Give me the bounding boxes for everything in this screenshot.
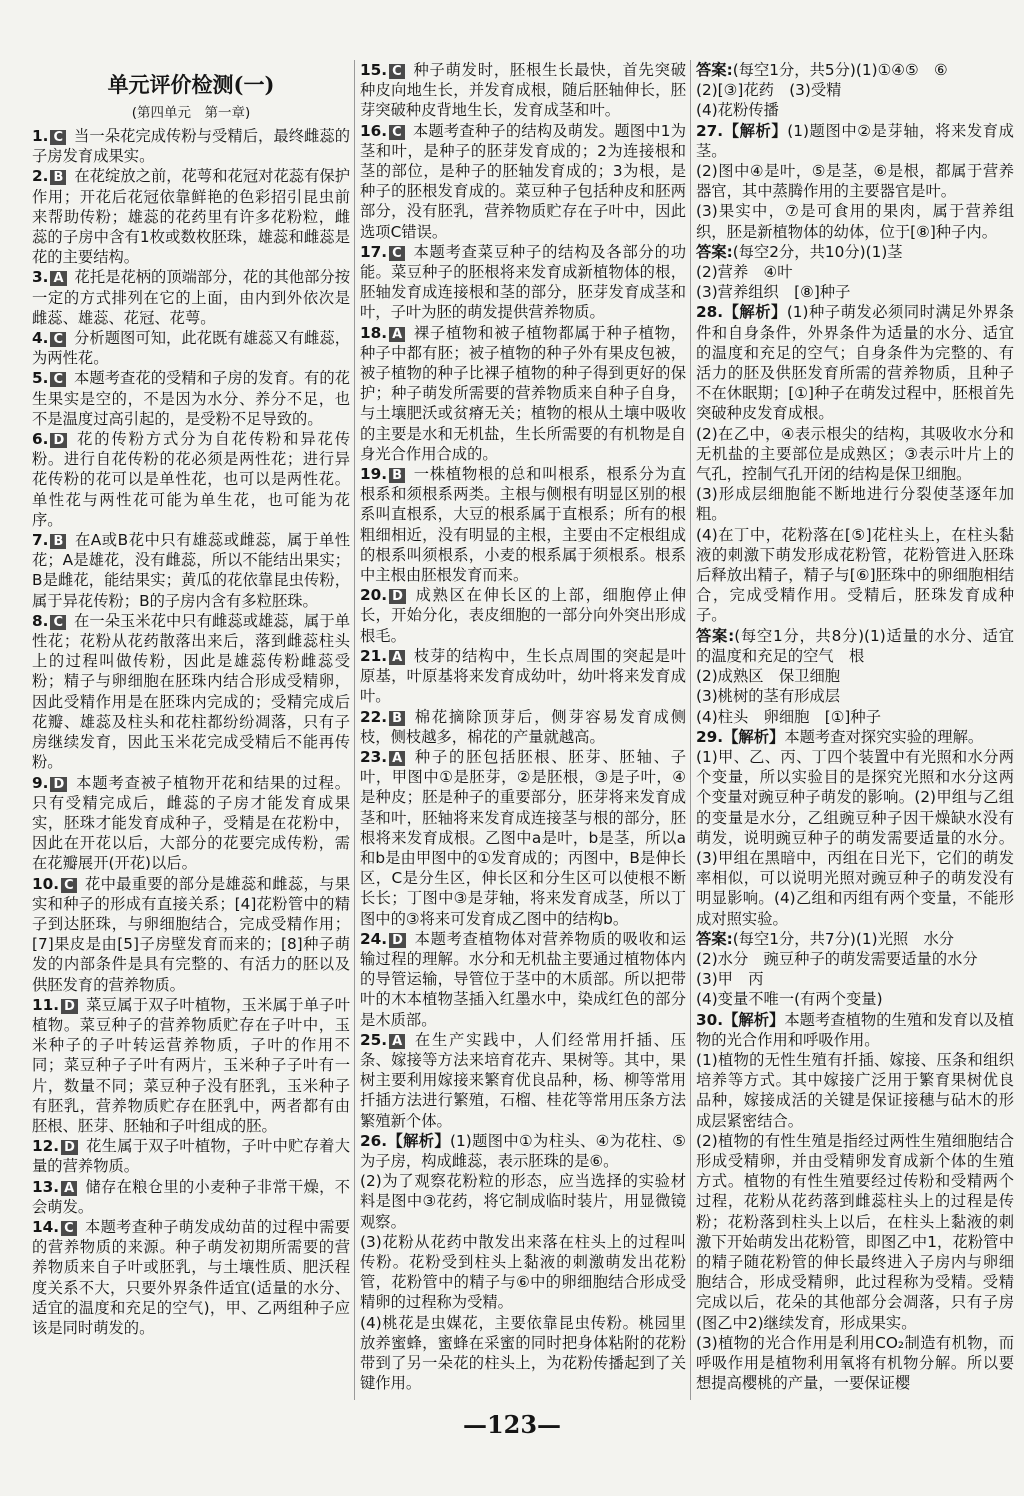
answer-choice-badge: D (50, 433, 67, 448)
question-number: 22. (360, 707, 388, 726)
explanation-text: 在花绽放之前，花萼和花冠对花蕊有保护作用；开花后花冠依靠鲜艳的色彩招引昆虫前来帮助传粉；雄蕊的花药里有许多花粉粒，雌蕊的子房中含有1枚或数枚胚珠，雄蕊和雌蕊是花的主要结构。 (32, 167, 350, 267)
analysis-line: 本题考查对探究实验的理解。 (784, 727, 984, 746)
question-number: 24. (360, 929, 388, 948)
answer-item (360, 585, 686, 646)
analysis-line: (1)题图中①为柱头、④为花柱、⑤为子房，构成雌蕊，表示胚珠的是⑥。 (360, 1131, 686, 1170)
answer-item (32, 1177, 350, 1217)
answer-line: (2)水分 豌豆种子的萌发需要适量的水分 (696, 949, 978, 968)
answer-choice-badge: D (50, 777, 67, 792)
answer-choice-badge: B (389, 711, 405, 726)
answer-choice-badge: C (389, 125, 405, 140)
question-26 (360, 1131, 686, 1394)
answer-item (360, 707, 686, 747)
answer-line: (4)花粉传播 (696, 101, 779, 120)
analysis-line: (4)桃花是虫媒花，主要依靠昆虫传粉。桃园里放养蜜蜂，蜜蜂在采蜜的同时把身体粘附的花粉带到了另一朵花的柱头上，为花粉传播起到了关键作用。 (360, 1313, 686, 1393)
answer-choice-badge: C (50, 130, 66, 145)
answer-label: 答案: (696, 626, 735, 645)
answer-choice-badge: A (389, 1034, 405, 1049)
answer-item (32, 267, 350, 328)
explanation-text: 裸子植物和被子植物都属于种子植物，种子中都有胚；被子植物的种子外有果皮包被，被子植物的种子比裸子植物的种子得到更好的保护；种子萌发所需要的营养物质来自种子自身，与土壤肥沃或贫瘠无关；植物的根从土壤中吸收的主要是水和无机盐，生长所需要的有机物是自身光合作用合成的。 (360, 323, 686, 463)
analysis-line: (2)为了观察花粉粒的形态，应当选择的实验材料是图中③花药，将它制成临时装片，用显微镜观察。 (360, 1172, 686, 1231)
answer-choice-badge: B (389, 468, 405, 483)
question-number: 4. (32, 329, 49, 348)
answer-item (360, 121, 686, 242)
question-number: 23. (360, 747, 388, 766)
answer-item (360, 646, 686, 707)
answer-item (360, 929, 686, 1030)
analysis-line: (3)花粉从花药中散发出来落在柱头上的过程叫传粉。花粉受到柱头上黏液的刺激萌发出花粉管，花粉管中的精子与⑥中的卵细胞结合形成受精卵的过程称为受精。 (360, 1232, 686, 1312)
answer-line: (每空1分，共5分)(1)①④⑤ ⑥ (732, 61, 948, 79)
answer-choice-badge: C (389, 246, 405, 261)
question-number: 11. (32, 995, 60, 1014)
explanation-text: 本题考查种子萌发成幼苗的过程中需要的营养物质的来源。种子萌发初期所需要的营养物质来自子叶或胚乳，与土壤性质、肥沃程度关系不大，只要外界条件适宜(适量的水分、适宜的温度和充足的空气)，甲、乙两组种子应该是同时萌发的。 (32, 1217, 350, 1337)
explanation-text: 本题考查被子植物开花和结果的过程。只有受精完成后，雌蕊的子房才能发育成果实，胚珠才能发育成种子，受精是在花粉中，因此在开花以后，大部分的花要完成传粉，需在花瓣展开(开花)以后。 (32, 773, 350, 873)
question-number: 13. (32, 1177, 60, 1196)
answer-item (360, 464, 686, 585)
question-number: 17. (360, 242, 388, 261)
analysis-tag: 【解析】 (723, 303, 787, 322)
explanation-text: 种子萌发时，胚根生长最快，首先突破种皮向地生长，并发育成根，随后胚轴伸长，胚芽突破种皮背地生长，发育成茎和叶。 (360, 61, 686, 120)
question-number: 28. (696, 303, 724, 322)
analysis-tag: 【解析】 (723, 1010, 785, 1029)
analysis-line: (1)植物的无性生殖有扦插、嫁接、压条和组织培养等方式。其中嫁接广泛用于繁育果树优良品种，嫁接成活的关键是保证接穗与砧木的形成层紧密结合。 (696, 1050, 1014, 1130)
answer-item (32, 874, 350, 995)
explanation-text: 本题考查花的受精和子房的发育。有的花生果实是空的，不是因为水分、养分不足，也不是温度过高引起的，是受粉不足导致的。 (32, 369, 350, 428)
answer-line: (每空1分，共8分)(1)适量的水分、适宜的温度和充足的空气 根 (696, 626, 1014, 665)
analysis-tag: 【解析】 (723, 727, 785, 746)
analysis-line: 本题考查植物的生殖和发育以及植物的光合作用和呼吸作用。 (696, 1010, 1014, 1049)
answer-item (32, 1136, 350, 1176)
column-2 (360, 60, 686, 1393)
question-number: 30. (696, 1010, 724, 1029)
question-number: 6. (32, 430, 49, 449)
explanation-text: 在生产实践中，人们经常用扦插、压条、嫁接等方法来培育花卉、果树等。其中，果树主要利用嫁接来繁育优良品种，杨、柳等常用扦插方法进行繁殖，石榴、桂花等常用压条方法繁殖新个体。 (360, 1030, 686, 1130)
analysis-line: (1)题图中②是芽轴，将来发育成茎。 (696, 121, 1014, 160)
analysis-line: (2)在乙中，④表示根尖的结构，其吸收水分和无机盐的主要部位是成熟区；③表示叶片上的气孔，控制气孔开闭的结构是保卫细胞。 (696, 424, 1014, 484)
explanation-text: 本题考查植物体对营养物质的吸收和运输过程的理解。水分和无机盐主要通过植物体内的导管运输，导管位于茎中的木质部。所以把带叶的木本植物茎插入红墨水中，染成红色的部分是木质部。 (360, 929, 686, 1029)
answer-line: (每空1分，共7分)(1)光照 水分 (732, 929, 955, 948)
answer-choice-badge: C (61, 878, 77, 893)
answer-label: 答案: (696, 929, 733, 948)
question-number: 26. (360, 1131, 388, 1150)
analysis-tag: 【解析】 (387, 1131, 451, 1150)
answer-line: (2)营养 ④叶 (696, 263, 793, 282)
answer-item (360, 242, 686, 323)
answer-choice-badge: A (50, 271, 66, 286)
question-number: 9. (32, 773, 49, 792)
question-27 (696, 121, 1014, 303)
analysis-line: (1)种子萌发必须同时满足外界条件和自身条件，外界条件为适量的水分、适宜的温度和充足的空气；自身条件为完整的、有活力的胚及供胚发育所需的营养物质，且种子不在休眠期；[①]种子在萌发过程中，胚根首先突破种皮发育成根。 (696, 303, 1014, 423)
answer-item (360, 747, 686, 929)
answer-item (32, 328, 350, 368)
explanation-text: 一株植物根的总和叫根系，根系分为直根系和须根系两类。主根与侧根有明显区别的根系叫直根系，大豆的根系属于直根系；所有的根粗细相近，没有明显的主根，主要由不定根组成的根系叫须根系，小麦的根系属于须根系。根系中主根由胚根发育而来。 (360, 465, 686, 585)
analysis-tag: 【解析】 (723, 121, 788, 140)
explanation-text: 储存在粮仓里的小麦种子非常干燥，不会萌发。 (32, 1177, 350, 1216)
answer-choice-badge: C (61, 1221, 77, 1236)
explanation-text: 棉花摘除顶芽后，侧芽容易发育成侧枝，侧枝越多，棉花的产量就越高。 (360, 707, 686, 746)
question-28 (696, 302, 1014, 726)
answer-item (32, 126, 350, 166)
answer-line: (4)柱头 卵细胞 [①]种子 (696, 707, 881, 726)
answer-item (32, 530, 350, 611)
answer-item (360, 323, 686, 464)
answer-choice-badge: A (389, 650, 405, 665)
answer-line: (2)[③]花药 (3)受精 (696, 81, 842, 100)
analysis-line: (4)在丁中，花粉落在[⑤]花柱头上，在柱头黏液的刺激下萌发形成花粉管，花粉管进入胚珠后释放出精子，精子与[⑥]胚珠中的卵细胞相结合，完成受精作用。受精后，胚珠发育成种子。 (696, 525, 1014, 625)
explanation-text: 本题考查种子的结构及萌发。题图中1为茎和叶，是种子的胚芽发育成的；2为连接根和茎的部位，是种子的胚轴发育成的；3为根，是种子的胚根发育成的。菜豆种子包括种皮和胚两部分，没有胚乳，营养物质贮存在子叶中，因此选项C错误。 (360, 121, 686, 241)
answer-item (360, 60, 686, 121)
analysis-line: (3)形成层细胞能不断地进行分裂使茎逐年加粗。 (696, 485, 1014, 524)
explanation-text: 花生属于双子叶植物，子叶中贮存着大量的营养物质。 (32, 1137, 350, 1176)
question-number: 14. (32, 1217, 60, 1236)
analysis-line: (3)果实中，⑦是可食用的果肉，属于营养组织，胚是新植物体的幼体，位于[⑧]种子内。 (696, 202, 1014, 241)
answer-item (32, 995, 350, 1136)
question-number: 18. (360, 323, 388, 342)
analysis-line: (2)植物的有性生殖是指经过两性生殖细胞结合形成受精卵，并由受精卵发育成新个体的生殖方式。植物的有性生殖要经过传粉和受精两个过程，花粉从花药落到雌蕊柱头上的过程是传粉；花粉落到柱头上以后，在柱头上黏液的刺激下开始萌发出花粉管，即图乙中1，花粉管中的精子随花粉管的伸长最终进入子房内与卵细胞结合，形成受精卵，此过程称为受精。受精完成以后，花朵的其他部分会凋落，只有子房(图乙中2)继续发育，形成果实。 (696, 1131, 1014, 1332)
answer-item (32, 166, 350, 267)
explanation-text: 成熟区在伸长区的上部，细胞停止伸长，开始分化，表皮细胞的一部分向外突出形成根毛。 (360, 586, 686, 645)
explanation-text: 花中最重要的部分是雄蕊和雌蕊，与果实和种子的形成有直接关系；[4]花粉管中的精子到达胚珠，与卵细胞结合，完成受精作用；[7]果皮是由[5]子房壁发育而来的；[8]种子萌发的内部条件是具有完整的、有活力的胚以及供胚发育的营养物质。 (32, 874, 350, 994)
question-number: 8. (32, 611, 49, 630)
answer-list-2 (360, 60, 686, 1131)
answer-choice-badge: D (389, 589, 406, 604)
question-30 (696, 1010, 1014, 1394)
explanation-text: 枝芽的结构中，生长点周围的突起是叶原基，叶原基将来发育成幼叶，幼叶将来发育成叶。 (360, 646, 686, 706)
answer-item (360, 1030, 686, 1131)
answer-line: (3)营养组织 [⑧]种子 (696, 283, 851, 302)
question-number: 10. (32, 874, 60, 893)
question-number: 3. (32, 268, 49, 287)
question-number: 2. (32, 167, 49, 186)
answer-choice-badge: B (50, 534, 66, 549)
question-number: 19. (360, 465, 388, 484)
answer-item (32, 368, 350, 429)
answer-item (32, 1217, 350, 1338)
question-26-answer (696, 60, 1014, 121)
explanation-text: 本题考查菜豆种子的结构及各部分的功能。菜豆种子的胚根将来发育成新植物体的根，胚轴发育成连接根和茎的部分，胚芽发育成茎和叶，子叶为胚的萌发提供营养物质。 (360, 242, 686, 322)
explanation-text: 分析题图可知，此花既有雄蕊又有雌蕊，为两性花。 (32, 329, 350, 368)
question-number: 27. (696, 121, 724, 140)
explanation-text: 在A或B花中只有雄蕊或雌蕊，属于单性花；A是雄花，没有雌蕊，所以不能结出果实；B是雌花，能结果实；黄瓜的花依靠昆虫传粉，属于异花传粉；B的子房内含有多粒胚珠。 (32, 531, 350, 610)
answer-choice-badge: C (50, 332, 66, 347)
answer-line: (4)变量不唯一(有两个变量) (696, 990, 883, 1009)
answer-choice-badge: D (61, 1140, 78, 1155)
explanation-text: 当一朵花完成传粉与受精后，最终雌蕊的子房发育成果实。 (32, 127, 350, 166)
page-number: —123— (462, 1410, 562, 1439)
answer-choice-badge: C (50, 615, 66, 630)
column-1 (32, 60, 350, 1338)
answer-item (32, 773, 350, 874)
answer-choice-badge: D (389, 933, 406, 948)
analysis-line: (3)植物的光合作用是利用CO₂制造有机物，而呼吸作用是植物利用氧将有机物分解。所以要想提高樱桃的产量，一要保证樱 (696, 1333, 1014, 1393)
answer-choice-badge: C (389, 64, 405, 79)
answer-label: 答案: (696, 242, 733, 261)
question-number: 5. (32, 369, 49, 388)
question-number: 16. (360, 121, 388, 140)
question-number: 20. (360, 586, 388, 605)
answer-choice-badge: A (61, 1181, 77, 1196)
answer-item (32, 429, 350, 530)
answer-choice-badge: C (50, 372, 66, 387)
analysis-line: (2)图中④是叶，⑤是茎，⑥是根，都属于营养器官，其中蒸腾作用的主要器官是叶。 (696, 162, 1014, 201)
question-number: 29. (696, 727, 724, 746)
question-number: 21. (360, 646, 388, 665)
question-number: 15. (360, 61, 388, 79)
explanation-text: 菜豆属于双子叶植物，玉米属于单子叶植物。菜豆种子的营养物质贮存在子叶中，玉米种子的子叶转运营养物质，子叶的作用不同；菜豆种子子叶有两片，玉米种子子叶有一片，数量不同；菜豆种子没有胚乳，玉米种子有胚乳，营养物质贮存在胚乳中，两者都有由胚根、胚芽、胚轴和子叶组成的胚。 (32, 995, 350, 1135)
question-number: 25. (360, 1030, 388, 1049)
answer-line: (3)甲 丙 (696, 970, 764, 989)
analysis-line: (1)甲、乙、丙、丁四个装置中有光照和水分两个变量，所以实验目的是探究光照和水分这两个变量对豌豆种子萌发的影响。(2)甲组与乙组的变量是水分，乙组豌豆种子因干燥缺水没有萌发，说明豌豆种子的萌发需要适量的水分。(3)甲组在黑暗中，丙组在日光下，它们的萌发率相似，可以说明光照对豌豆种子的萌发没有明显影响。(4)乙组和丙组有两个变量，不能形成对照实验。 (696, 747, 1014, 928)
page-subtitle: (第四单元 第一章) (131, 105, 251, 121)
answer-label: 答案: (696, 61, 733, 79)
answer-list-1 (32, 126, 350, 1338)
answer-choice-badge: A (389, 751, 405, 766)
column-3 (696, 60, 1014, 1393)
explanation-text: 在一朵玉米花中只有雌蕊或雄蕊，属于单性花；花粉从花药散落出来后，落到雌蕊柱头上的过程叫做传粉，因此是雄蕊传粉雌蕊受粉；精子与卵细胞在胚珠内结合形成受精卵，因此受精作用是在胚珠内完成的；受精完成后花瓣、雄蕊及柱头和花柱都纷纷凋落，只有子房继续发育，因此玉米花完成受精后不能再传粉。 (32, 611, 350, 772)
page-title: 单元评价检测(一) (107, 72, 275, 97)
question-number: 7. (32, 531, 49, 550)
answer-choice-badge: D (61, 999, 78, 1014)
answer-line: (每空2分，共10分)(1)茎 (732, 242, 903, 261)
answer-line: (3)桃树的茎有形成层 (696, 687, 841, 706)
explanation-text: 花托是花柄的顶端部分，花的其他部分按一定的方式排列在它的上面，由内到外依次是雌蕊、雄蕊、花冠、花萼。 (32, 268, 350, 327)
answer-choice-badge: A (389, 327, 405, 342)
question-29 (696, 727, 1014, 1010)
column-divider (690, 60, 691, 1400)
answer-line: (2)成熟区 保卫细胞 (696, 667, 841, 686)
answer-choice-badge: B (50, 170, 66, 185)
question-number: 12. (32, 1137, 60, 1156)
explanation-text: 种子的胚包括胚根、胚芽、胚轴、子叶，甲图中①是胚芽，②是胚根，③是子叶，④是种皮；胚是种子的重要部分，胚芽将来发育成茎和叶，胚轴将来发育成连接茎与根的部分，胚根将来发育成根。乙图中a是叶，b是茎，所以a和b是由甲图中的①发育成的；丙图中，B是伸长区，C是分生区，伸长区和分生区可以使根不断长长；丁图中③是芽轴，将来发育成茎，所以丁图中的③将来可发育成乙图中的结构b。 (360, 747, 686, 928)
column-divider (354, 60, 355, 1400)
answer-item (32, 611, 350, 773)
question-number: 1. (32, 127, 49, 145)
explanation-text: 花的传粉方式分为自花传粉和异花传粉。进行自花传粉的花必须是两性花；进行异花传粉的花可以是单性花，也可以是两性花。单性花与两性花可能为单生花，也可能为花序。 (32, 430, 350, 529)
